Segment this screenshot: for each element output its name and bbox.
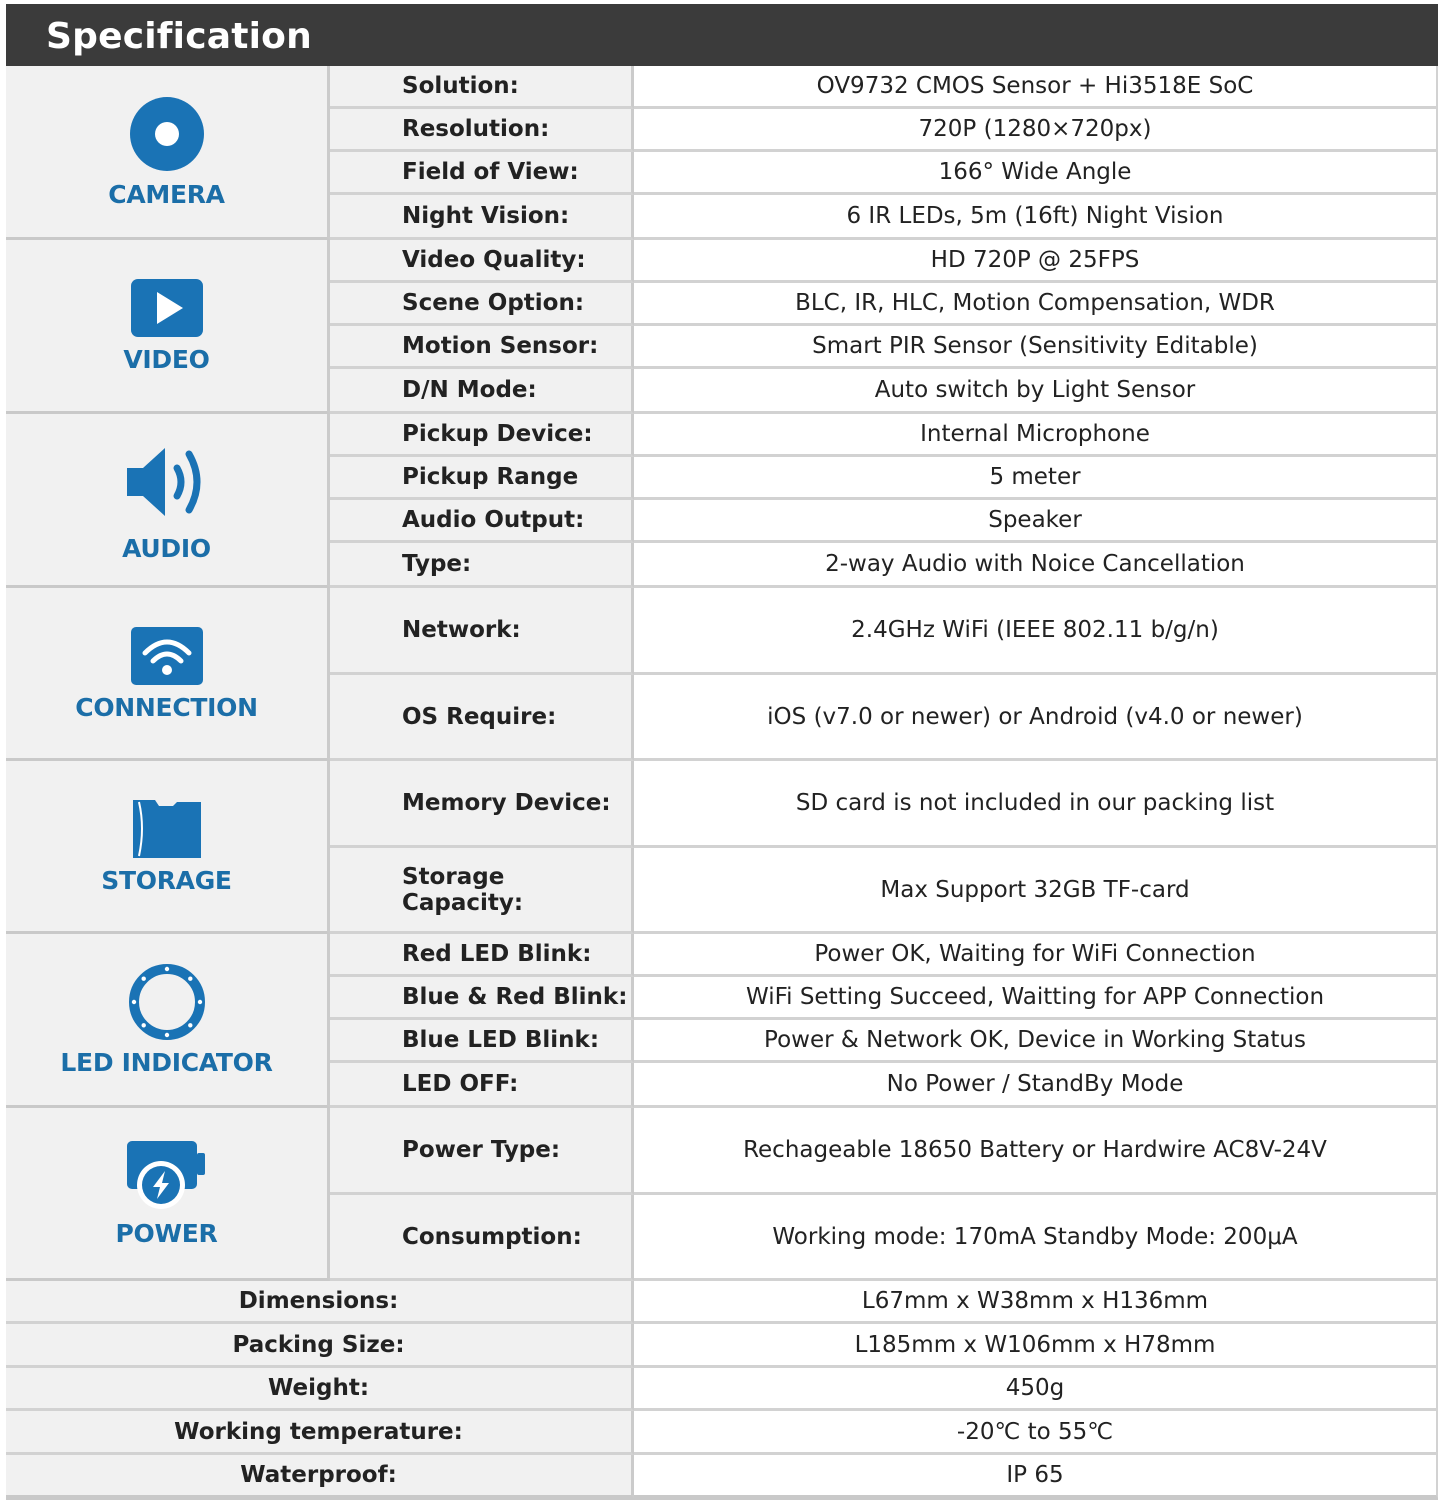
spec-value: Speaker xyxy=(634,500,1438,543)
spec-value: OV9732 CMOS Sensor + Hi3518E SoC xyxy=(634,66,1438,109)
spec-value: Max Support 32GB TF-card xyxy=(634,848,1438,934)
spec-label: Blue & Red Blink: xyxy=(330,977,634,1020)
spec-value: WiFi Setting Succeed, Waitting for APP Connection xyxy=(634,977,1438,1020)
spec-value: HD 720P @ 25FPS xyxy=(634,240,1438,283)
spec-value: No Power / StandBy Mode xyxy=(634,1063,1438,1108)
spec-value-dimensions: L67mm x W38mm x H136mm xyxy=(634,1281,1438,1324)
spec-value-packing-size: L185mm x W106mm x H78mm xyxy=(634,1324,1438,1368)
spec-label-packing-size: Packing Size: xyxy=(6,1324,634,1368)
spec-label: Power Type: xyxy=(330,1108,634,1195)
spec-label: Motion Sensor: xyxy=(330,326,634,369)
category-label: CAMERA xyxy=(108,180,225,209)
spec-label: Resolution: xyxy=(330,109,634,152)
spec-label-waterproof: Waterproof: xyxy=(6,1455,634,1498)
spec-label-working-temperature: Working temperature: xyxy=(6,1411,634,1455)
spec-value-waterproof: IP 65 xyxy=(634,1455,1438,1498)
spec-value: BLC, IR, HLC, Motion Compensation, WDR xyxy=(634,283,1438,326)
battery-power-icon xyxy=(125,1139,209,1213)
spec-label: Video Quality: xyxy=(330,240,634,283)
spec-label: Type: xyxy=(330,543,634,588)
category-connection xyxy=(6,588,330,761)
spec-value: 5 meter xyxy=(634,457,1438,500)
spec-value: 166° Wide Angle xyxy=(634,152,1438,195)
spec-label: Network: xyxy=(330,588,634,675)
spec-label: Solution: xyxy=(330,66,634,109)
spec-value: Auto switch by Light Sensor xyxy=(634,369,1438,414)
spec-label-dimensions: Dimensions: xyxy=(6,1281,634,1324)
spec-value: 720P (1280×720px) xyxy=(634,109,1438,152)
category-led-indicator xyxy=(6,934,330,1108)
spec-value: 2.4GHz WiFi (IEEE 802.11 b/g/n) xyxy=(634,588,1438,675)
spec-table xyxy=(6,66,1438,1500)
spec-label: Night Vision: xyxy=(330,195,634,240)
spec-label: D/N Mode: xyxy=(330,369,634,414)
page-title: Specification xyxy=(46,16,312,57)
category-label: CONNECTION xyxy=(75,692,258,722)
spec-value: iOS (v7.0 or newer) or Android (v4.0 or newer) xyxy=(634,675,1438,761)
sd-card-icon xyxy=(129,798,205,860)
spec-label: Consumption: xyxy=(330,1195,634,1281)
spec-value: Internal Microphone xyxy=(634,414,1438,457)
spec-label: Blue LED Blink: xyxy=(330,1020,634,1063)
spec-value: SD card is not included in our packing list xyxy=(634,761,1438,848)
led-ring-icon xyxy=(127,962,207,1042)
category-label: POWER xyxy=(115,1218,218,1248)
category-label: LED INDICATOR xyxy=(60,1048,273,1077)
spec-header xyxy=(6,4,1438,66)
spec-label: Audio Output: xyxy=(330,500,634,543)
spec-label: Scene Option: xyxy=(330,283,634,326)
spec-value: Rechageable 18650 Battery or Hardwire AC8V-24V xyxy=(634,1108,1438,1195)
category-label: VIDEO xyxy=(123,345,210,374)
spec-label: LED OFF: xyxy=(330,1063,634,1108)
category-storage xyxy=(6,761,330,934)
category-audio xyxy=(6,414,330,588)
speaker-icon xyxy=(125,436,209,528)
spec-label: Field of View: xyxy=(330,152,634,195)
spec-label: Memory Device: xyxy=(330,761,634,848)
camera-lens-icon xyxy=(127,94,207,174)
spec-value: 2-way Audio with Noice Cancellation xyxy=(634,543,1438,588)
category-video xyxy=(6,240,330,414)
spec-label-weight: Weight: xyxy=(6,1368,634,1411)
wifi-icon xyxy=(129,625,205,687)
spec-value: Power OK, Waiting for WiFi Connection xyxy=(634,934,1438,977)
spec-value-weight: 450g xyxy=(634,1368,1438,1411)
spec-label: Red LED Blink: xyxy=(330,934,634,977)
spec-value: 6 IR LEDs, 5m (16ft) Night Vision xyxy=(634,195,1438,240)
spec-value: Working mode: 170mA Standby Mode: 200μA xyxy=(634,1195,1438,1281)
spec-label: Storage Capacity: xyxy=(330,848,634,934)
play-icon xyxy=(129,277,205,339)
spec-value: Smart PIR Sensor (Sensitivity Editable) xyxy=(634,326,1438,369)
spec-label: OS Require: xyxy=(330,675,634,761)
spec-label: Pickup Range xyxy=(330,457,634,500)
spec-value-working-temperature: -20℃ to 55℃ xyxy=(634,1411,1438,1455)
category-label: STORAGE xyxy=(101,865,232,895)
category-label: AUDIO xyxy=(122,534,211,563)
spec-value: Power & Network OK, Device in Working Status xyxy=(634,1020,1438,1063)
category-power xyxy=(6,1108,330,1281)
category-camera xyxy=(6,66,330,240)
spec-label: Pickup Device: xyxy=(330,414,634,457)
